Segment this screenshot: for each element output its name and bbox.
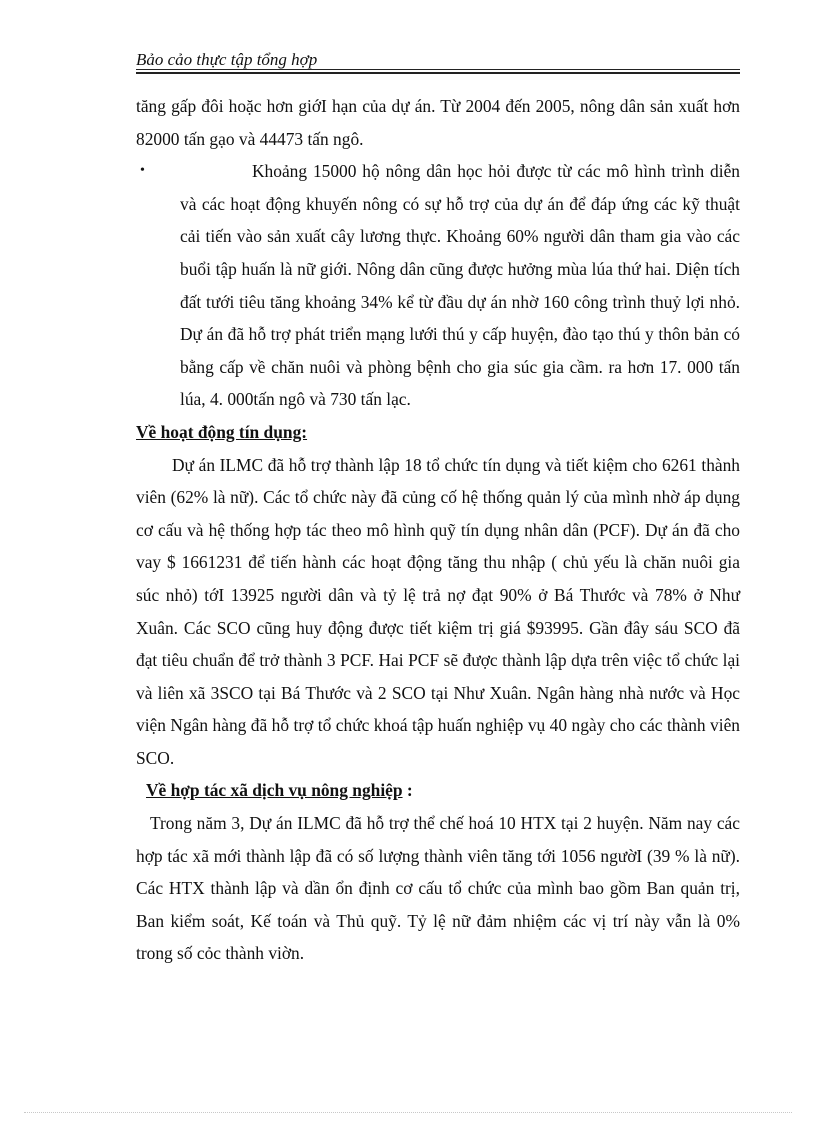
bullet-text: Khoảng 15000 hộ nông dân học hỏi được từ các mô hình trình diễn và các hoạt động khuyến nông có sự hỗ trợ của dự án để đáp ứng các kỹ thuật cải tiến vào sản xuất cây lương thực. Khoảng 60% người dân tham gia vào các buổi tập huấn là nữ giới. Nông dân cũng được hưởng mùa lúa thứ hai. Diện tích đất tưới tiêu tăng khoảng 34% kể từ đầu dự án nhờ 160 công trình thuỷ lợi nhỏ. Dự án đã hỗ trợ phát triển mạng lưới thú y cấp huyện, đào tạo thú y thôn bản có bằng cấp về chăn nuôi và phòng bệnh cho gia súc gia cầm. ra hơn 17. 000 tấn lúa, 4. 000tấn ngô và 730 tấn lạc.: [180, 161, 740, 410]
header-rule-thin: [136, 69, 740, 70]
heading-coop: Về hợp tác xã dịch vụ nông nghiệp: [146, 780, 403, 801]
header-title: Bảo cảo thực tập tổng hợp: [136, 50, 318, 69]
paragraph-credit: Dự án ILMC đã hỗ trợ thành lập 18 tổ chức tín dụng và tiết kiệm cho 6261 thành viên (62% là nữ). Các tổ chức này đã củng cố hệ thống quản lý của mình nhờ áp dụng cơ cấu và hệ thống hợp tác theo mô hình quỹ tín dụng nhân dân (PCF). Dự án đã cho vay $ 1661231 để tiến hành các hoạt động tăng thu nhập ( chủ yếu là chăn nuôi gia súc nhỏ) tớI 13925 người dân và tỷ lệ trả nợ đạt 90% ở Bá Thước và 78% ở Như Xuân. Các SCO cũng huy động được tiết kiệm trị giá $93995. Gần đây sáu SCO đã đạt tiêu chuẩn để trở thành 3 PCF. Hai PCF sẽ được thành lập dựa trên việc tổ chức lại và liên xã 3SCO tại Bá Thước và 2 SCO tại Như Xuân. Ngân hàng nhà nước và Học viện Ngân hàng đã hỗ trợ tổ chức khoá tập huấn nghiệp vụ 40 ngày cho các thành viên SCO.: [136, 454, 740, 768]
header-rule-thick: [136, 72, 740, 74]
page-header: [136, 46, 740, 72]
bullet-icon: •: [140, 163, 145, 179]
bullet-item: [140, 155, 740, 416]
page-bottom-border: [24, 1112, 792, 1113]
heading-credit: Về hoạt động tín dụng:: [136, 421, 308, 442]
paragraph-coop: Trong năm 3, Dự án ILMC đã hỗ trợ thể chế hoá 10 HTX tại 2 huyện. Năm nay các hợp tác xã mới thành lập đã có số lượng thành viên tăng tới 1056 ngườI (39 % là nữ). Các HTX thành lập và dần ổn định cơ cấu tổ chức của mình bao gồm Ban quản trị, Ban kiểm soát, Kế toán và Thủ quỹ. Tỷ lệ nữ đảm nhiệm các vị trí này vẫn là 0% trong số cỏc thành viờn.: [136, 813, 740, 964]
heading-coop-suffix: :: [402, 780, 413, 801]
heading-coop-line: [136, 774, 740, 807]
paragraph-continuation: tăng gấp đôi hoặc hơn giớI hạn của dự án. Từ 2004 đến 2005, nông dân sản xuất hơn 82000 tấn gạo và 44473 tấn ngô.: [136, 96, 740, 149]
document-body: [136, 90, 740, 970]
